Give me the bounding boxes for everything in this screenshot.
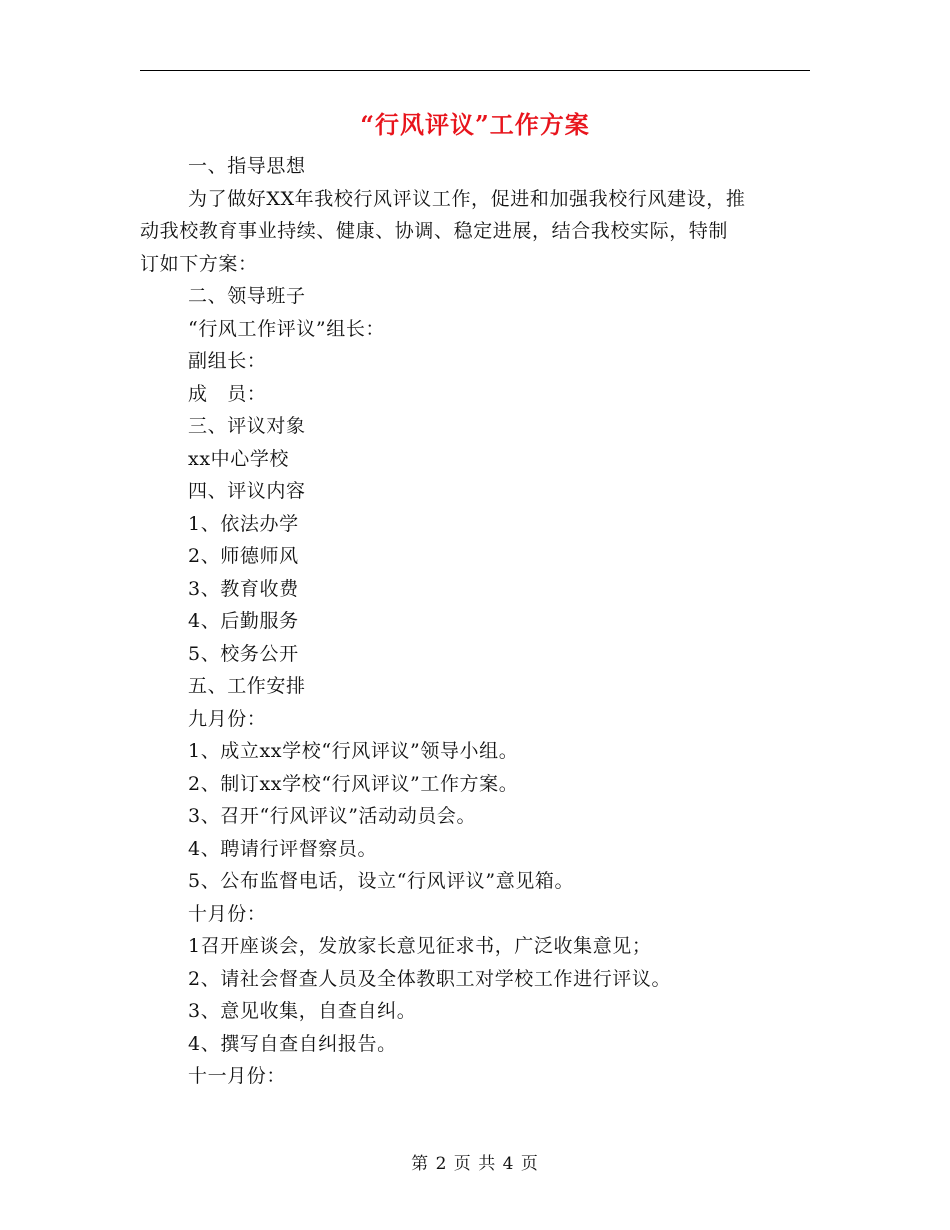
list-item: xx中心学校 xyxy=(188,447,290,470)
list-item: 2、师德师风 xyxy=(188,545,299,567)
list-item: 4、后勤服务 xyxy=(188,610,299,632)
list-item: 2、制订xx学校“行风评议”工作方案。 xyxy=(188,772,519,795)
list-item: 成 员： xyxy=(188,382,267,405)
list-item: 3、召开“行风评议”活动动员会。 xyxy=(188,805,477,827)
month-heading-september: 九月份： xyxy=(188,707,267,730)
list-item: 2、请社会督查人员及全体教职工对学校工作进行评议。 xyxy=(188,967,672,990)
document-title: “行风评议”工作方案 xyxy=(360,110,590,139)
page-number-footer: 第 2 页 共 4 页 xyxy=(411,1154,539,1174)
list-item: 1、依法办学 xyxy=(188,512,299,535)
section-heading-evaluation-content: 四、评议内容 xyxy=(188,480,306,502)
list-item: 1召开座谈会，发放家长意见征求书，广泛收集意见； xyxy=(188,935,652,957)
header-rule xyxy=(140,70,810,71)
paragraph-line: 动我校教育事业持续、健康、协调、稳定进展，结合我校实际，特制 xyxy=(140,220,729,242)
list-item: 4、聘请行评督察员。 xyxy=(188,837,378,860)
section-heading-leadership: 二、领导班子 xyxy=(188,285,306,307)
section-heading-evaluation-target: 三、评议对象 xyxy=(188,415,306,437)
list-item: 5、校务公开 xyxy=(188,642,299,665)
paragraph-line: 为了做好XX年我校行风评议工作，促进和加强我校行风建设，推 xyxy=(188,187,746,210)
document-body xyxy=(140,150,810,1093)
list-item: 5、公布监督电话，设立“行风评议”意见箱。 xyxy=(188,870,575,892)
list-item: 1、成立xx学校“行风评议”领导小组。 xyxy=(188,740,519,762)
list-item: 4、撰写自查自纠报告。 xyxy=(188,1032,397,1055)
list-item: “行风工作评议”组长： xyxy=(188,317,386,340)
list-item: 副组长： xyxy=(188,350,267,372)
section-heading-guiding-ideology: 一、指导思想 xyxy=(188,155,306,177)
month-heading-october: 十月份： xyxy=(188,902,267,925)
month-heading-november: 十一月份： xyxy=(188,1065,287,1087)
list-item: 3、教育收费 xyxy=(188,577,299,600)
list-item: 3、意见收集，自查自纠。 xyxy=(188,1000,417,1022)
section-heading-work-arrangement: 五、工作安排 xyxy=(188,675,306,697)
paragraph-line: 订如下方案： xyxy=(140,252,258,275)
